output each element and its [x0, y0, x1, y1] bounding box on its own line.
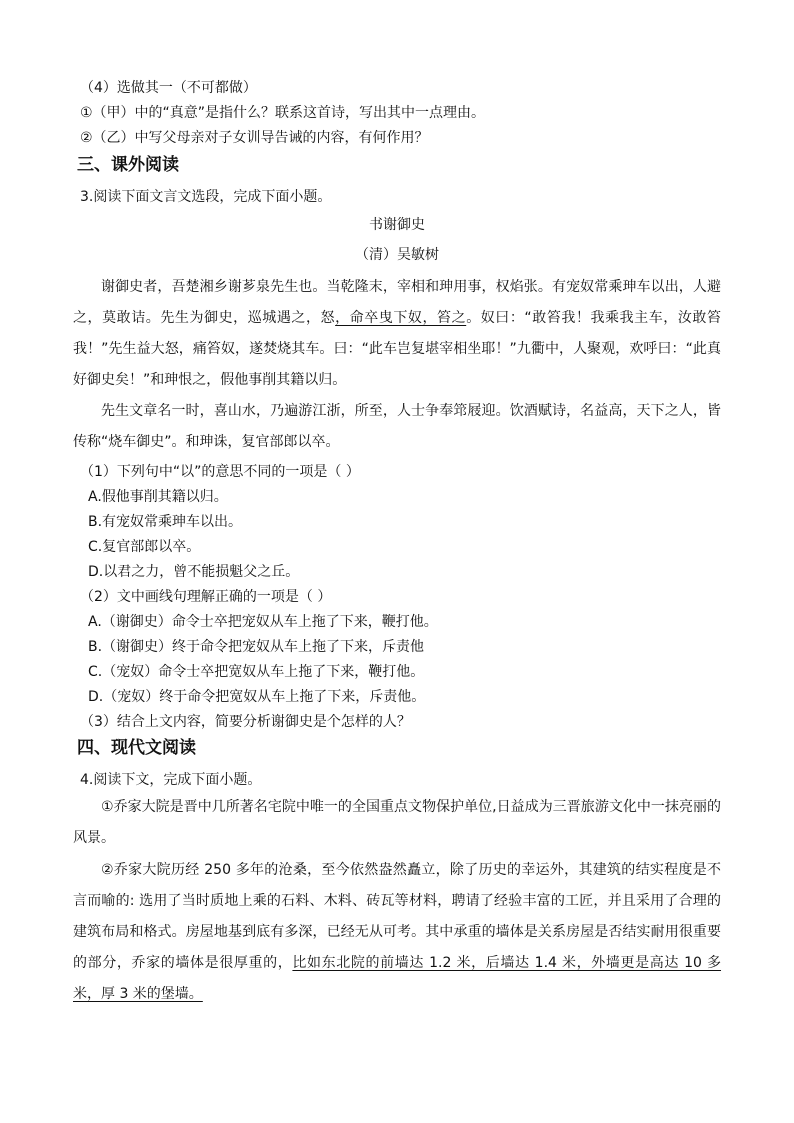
modern-paragraph-1: ①乔家大院是晋中几所著名宅院中唯一的全国重点文物保护单位,日益成为三晋旅游文化中一抹亮丽的风景。 [73, 799, 721, 846]
q4-heading: （4）选做其一（不可都做） [80, 80, 257, 96]
question-1-option-d: D.以君之力，曾不能损魁父之丘。 [88, 564, 300, 580]
q4-item-1: ①（甲）中的“真意”是指什么？联系这首诗，写出其中一点理由。 [80, 105, 486, 121]
question-1-stem: （1）下列句中“以”的意思不同的一项是（ ） [80, 464, 360, 480]
question-2-option-a: A.（谢御史）命令士卒把宠奴从车上拖了下来，鞭打他。 [88, 614, 438, 630]
passage-underlined-sentence: ，命卒曳下奴，笞之 [335, 310, 467, 326]
q4-item-2: ②（乙）中写父母亲对子女训导告诫的内容，有何作用？ [80, 130, 429, 146]
question-2-option-b: B.（谢御史）终于命令把宠奴从车上拖了下来，斥责他 [88, 639, 425, 655]
section-3-title: 三、课外阅读 [77, 155, 179, 175]
question-1-option-a: A.假他事削其籍以归。 [88, 489, 228, 505]
passage-p1-text-b: 。奴曰：“敢笞我！我乘我主车，汝敢笞我！”先生益大怒，痛笞奴，遂焚烧其车。曰：“此车岂复堪宰相坐耶！”九衢中，人聚观，欢呼曰：“此真好御史矣！”和珅恨之，假他事削其籍以归。 [73, 310, 721, 388]
question-3: （3）结合上文内容，简要分析谢御史是个怎样的人？ [80, 714, 411, 730]
question-2-option-c: C.（宠奴）命令士卒把宽奴从车上拖了下来，鞭打他。 [88, 664, 425, 680]
question-1-option-b: B.有宠奴常乘珅车以出。 [88, 514, 243, 530]
passage-title: 书谢御史 [369, 217, 425, 233]
section-3-intro: 3.阅读下面文言文选段，完成下面小题。 [80, 189, 332, 205]
modern-p2-text: ②乔家大院历经 250 多年的沧桑，至今依然盎然矗立，除了历史的幸运外，其建筑的结实程度是不言而喻的: 选用了当时质地上乘的石料、木料、砖瓦等材料，聘请了经验丰富的工匠，并且采用了合理的建筑布局和格式。房屋地基到底有多深，已经无从可考。其中承重的墙体是关系房屋是否结实耐用很重要的部分，乔家的墙体是很厚重的， [73, 862, 721, 971]
passage-author: （清）吴敏树 [355, 247, 439, 263]
section-4-title: 四、现代文阅读 [77, 738, 196, 758]
passage-p1-text-a: 谢御史者，吾楚湘乡谢芗泉先生也。当乾隆末，宰相和珅用事，权焰张。有宠奴常乘珅车以出，人避之，莫敢诘。先生为御史，巡城遇之，怒 [73, 279, 721, 326]
question-2-stem: （2）文中画线句理解正确的一项是（ ） [80, 589, 332, 605]
question-1-option-c: C.复官部郎以卒。 [88, 539, 201, 555]
section-4-intro: 4.阅读下文，完成下面小题。 [80, 772, 262, 788]
modern-underlined-sentence: 比如东北院的前墙达 1.2 米，后墙达 1.4 米，外墙更是高达 10 多米，厚 3 米的堡墙。 [73, 955, 722, 1002]
question-2-option-d: D.（宠奴）终于命令把宽奴从车上拖了下来，斥责他。 [88, 689, 426, 705]
modern-paragraph-2 [73, 855, 721, 1010]
passage-paragraph-2: 先生文章名一时，喜山水，乃遍游江浙，所至，人士争奉筇屐迎。饮酒赋诗，名益高，天下之人，皆传称“烧车御史”。和珅诛，复官部郎以卒。 [73, 403, 721, 450]
passage-paragraph-1 [73, 272, 721, 396]
